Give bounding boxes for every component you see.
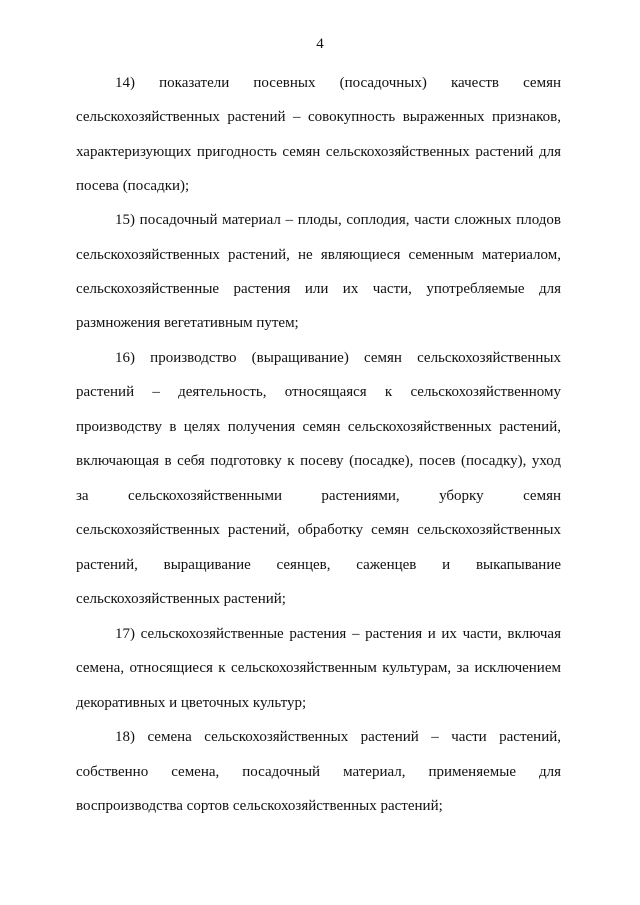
- text-line: растений – деятельность, относящаяся к сельскохозяйственному: [76, 384, 561, 400]
- text-line: 17) сельскохозяйственные растения – растения и их части, включая: [115, 626, 561, 642]
- text-line: производству в целях получения семян сельскохозяйственных растений,: [76, 419, 561, 435]
- text-line: посева (посадки);: [76, 178, 190, 194]
- text-line: за сельскохозяйственными растениями, уборку семян: [76, 488, 561, 504]
- page-number: 4: [316, 36, 324, 52]
- text-line: характеризующих пригодность семян сельскохозяйственных растений для: [76, 144, 561, 160]
- text-line: 18) семена сельскохозяйственных растений – части растений,: [115, 729, 561, 745]
- text-line: семена, относящиеся к сельскохозяйственным культурам, за исключением: [76, 660, 561, 676]
- text-line: сельскохозяйственные растения или их части, употребляемые для: [76, 281, 561, 297]
- text-line: 16) производство (выращивание) семян сельскохозяйственных: [115, 350, 561, 366]
- text-line: сельскохозяйственных растений, обработку семян сельскохозяйственных: [76, 522, 561, 538]
- text-line: сельскохозяйственных растений – совокупность выраженных признаков,: [76, 109, 561, 125]
- text-line: воспроизводства сортов сельскохозяйственных растений;: [76, 798, 443, 814]
- text-line: размножения вегетативным путем;: [76, 315, 299, 331]
- text-line: включающая в себя подготовку к посеву (посадке), посев (посадку), уход: [76, 453, 561, 469]
- text-line: 15) посадочный материал – плоды, соплодия, части сложных плодов: [115, 212, 561, 228]
- text-line: декоративных и цветочных культур;: [76, 695, 307, 711]
- text-line: сельскохозяйственных растений;: [76, 591, 286, 607]
- text-line: сельскохозяйственных растений, не являющиеся семенным материалом,: [76, 247, 561, 263]
- text-line: 14) показатели посевных (посадочных) качеств семян: [115, 75, 561, 91]
- text-line: собственно семена, посадочный материал, применяемые для: [76, 764, 561, 780]
- text-line: растений, выращивание сеянцев, саженцев и выкапывание: [76, 557, 561, 573]
